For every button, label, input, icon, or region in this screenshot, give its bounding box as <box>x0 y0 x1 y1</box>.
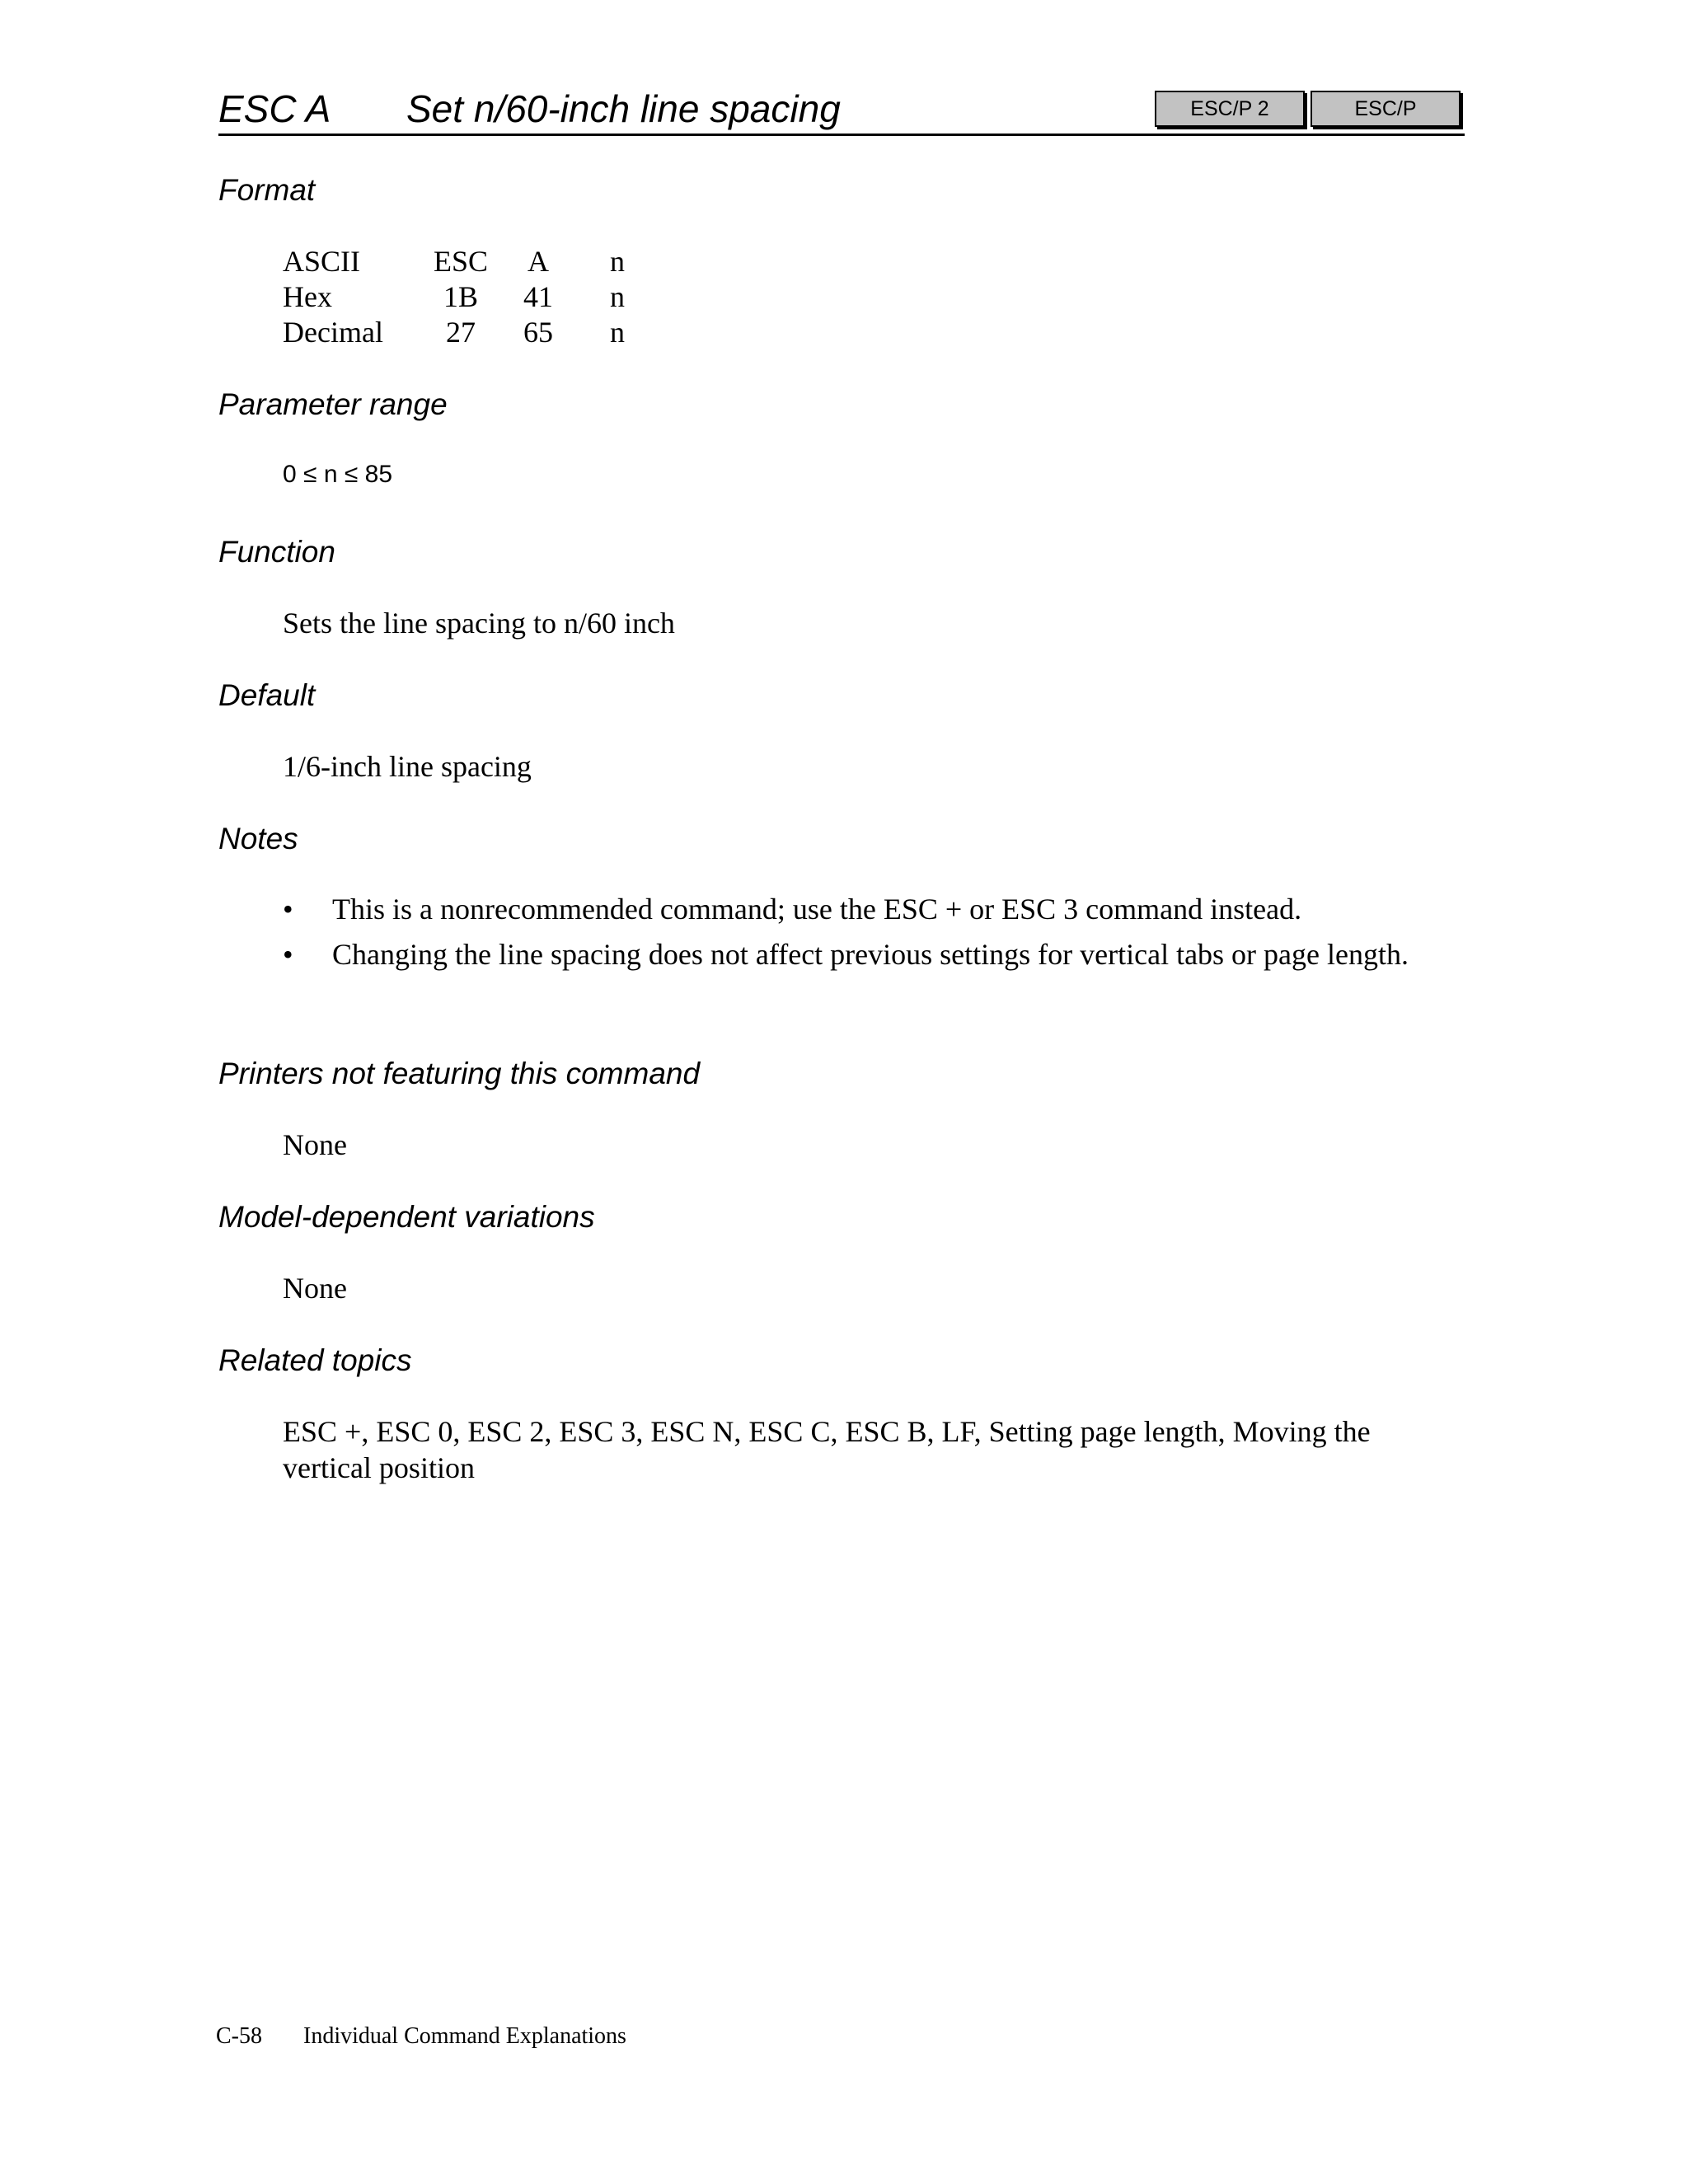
related-topics-heading: Related topics <box>218 1343 412 1377</box>
printers-not-featuring-heading: Printers not featuring this command <box>218 1057 701 1090</box>
format-row-decimal <box>283 315 657 350</box>
printers-not-featuring-text: None <box>283 1128 347 1161</box>
escp-badge: ESC/P <box>1311 91 1461 127</box>
format-cell: 27 <box>446 316 476 349</box>
default-text: 1/6-inch line spacing <box>283 750 532 783</box>
list-item <box>283 892 1437 927</box>
note-text: Changing the line spacing does not affect previous settings for vertical tabs or page length. <box>332 938 1409 971</box>
notes-list <box>283 892 1437 982</box>
format-table <box>283 244 657 350</box>
page-header <box>218 82 1465 137</box>
format-cell: 1B <box>443 280 478 313</box>
format-row-ascii <box>283 244 657 279</box>
escp2-badge: ESC/P 2 <box>1155 91 1305 127</box>
footer-title: Individual Command Explanations <box>303 2023 626 2049</box>
format-cell: ASCII <box>283 245 361 278</box>
format-cell: ESC <box>433 245 489 278</box>
model-dependent-heading: Model-dependent variations <box>218 1200 595 1234</box>
format-cell: n <box>610 316 625 349</box>
bullet-icon: • <box>283 893 293 926</box>
format-heading: Format <box>218 173 316 207</box>
model-dependent-text: None <box>283 1272 347 1305</box>
format-cell: A <box>528 245 549 278</box>
command-title: Set n/60-inch line spacing <box>406 87 841 130</box>
related-topics-text: ESC +, ESC 0, ESC 2, ESC 3, ESC N, ESC C, ESC B, LF, Setting page length, Moving the vertical position <box>283 1415 1371 1484</box>
bullet-icon: • <box>283 938 293 971</box>
list-item <box>283 937 1437 972</box>
notes-heading: Notes <box>218 822 298 855</box>
format-cell: 41 <box>523 280 553 313</box>
parameter-range-heading: Parameter range <box>218 387 448 421</box>
function-heading: Function <box>218 535 335 569</box>
parameter-range-text: 0 ≤ n ≤ 85 <box>283 461 393 488</box>
command-code: ESC A <box>218 87 331 130</box>
default-heading: Default <box>218 678 316 712</box>
format-row-hex <box>283 279 657 315</box>
page-number: C-58 <box>216 2023 262 2049</box>
format-cell: Decimal <box>283 316 383 349</box>
header-rule <box>218 134 1465 136</box>
format-cell: 65 <box>523 316 553 349</box>
function-text: Sets the line spacing to n/60 inch <box>283 607 675 640</box>
note-text: This is a nonrecommended command; use the ESC + or ESC 3 command instead. <box>332 893 1302 926</box>
format-cell: n <box>610 280 625 313</box>
format-cell: Hex <box>283 280 332 313</box>
format-cell: n <box>610 245 625 278</box>
